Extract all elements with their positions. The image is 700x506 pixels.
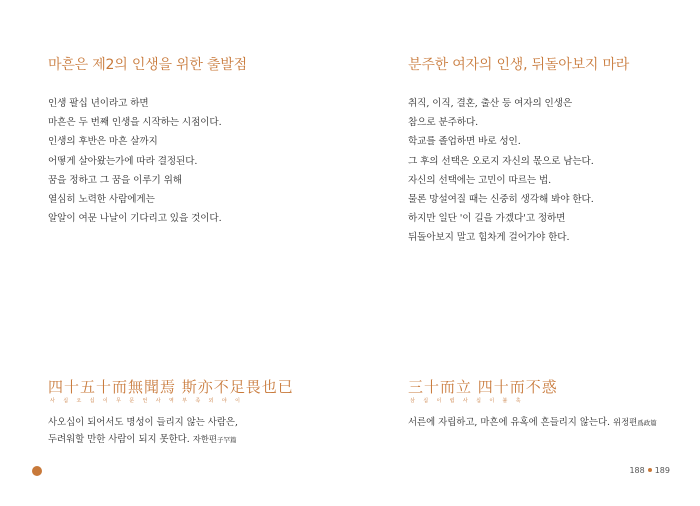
- page-number-left: 188: [629, 466, 645, 475]
- body-line: 그 후의 선택은 오로지 자신의 몫으로 남는다.: [408, 155, 594, 167]
- body-line: 취직, 이직, 결혼, 출산 등 여자의 인생은: [408, 98, 573, 109]
- body-line: 인생의 후반은 마흔 살까지: [48, 136, 158, 148]
- body-line: 물론 망설여질 때는 신중히 생각해 봐야 한다.: [408, 193, 594, 205]
- quote-hanja: 三十而立 四十而不惑: [408, 378, 558, 396]
- body-line: 참으로 분주하다.: [408, 117, 479, 129]
- body-line: 알알이 여문 나날이 기다리고 있을 것이다.: [48, 213, 222, 225]
- page-marker-dot: [32, 466, 42, 476]
- quote-reading: 사 십 오 십 이 무 문 언 사 역 부 족 외 야 이: [50, 398, 244, 404]
- quote-source-hanja: 子罕篇: [216, 436, 237, 444]
- body-line: 꿈을 정하고 그 꿈을 이루기 위해: [48, 174, 182, 186]
- left-page-body: [48, 94, 222, 228]
- quote-reading: 삼 십 이 립 사 십 이 불 혹: [410, 398, 524, 404]
- translation-line: 사오십이 되어서도 명성이 들리지 않는 사람은,: [48, 417, 238, 428]
- left-page-title: 마흔은 제2의 인생을 위한 출발점: [48, 57, 247, 73]
- translation-line: 서른에 자립하고, 마흔에 유혹에 흔들리지 않는다. 위정편爲政篇: [408, 417, 657, 428]
- page-number-separator-dot: [648, 468, 652, 472]
- body-line: 마흔은 두 번째 인생을 시작하는 시점이다.: [48, 117, 222, 129]
- right-page-body: [408, 94, 594, 248]
- quote-source: 위정편: [612, 417, 638, 427]
- page-number-right: 189: [654, 466, 670, 475]
- quote-translation: [408, 414, 657, 432]
- body-line: 인생 팔십 년이라고 하면: [48, 98, 149, 109]
- quote-hanja: 四十五十而無聞焉 斯亦不足畏也已: [48, 378, 294, 396]
- translation-line: 두려워할 만한 사람이 되지 못한다. 자한편子罕篇: [48, 434, 237, 445]
- body-line: 자신의 선택에는 고민이 따르는 법.: [408, 174, 552, 186]
- body-line: 학교를 졸업하면 바로 성인.: [408, 136, 521, 148]
- body-line: 열심히 노력한 사람에게는: [48, 193, 155, 205]
- right-quote: [408, 378, 657, 432]
- body-line: 뒤돌아보지 말고 힘차게 걸어가야 한다.: [408, 232, 570, 244]
- page-numbers: [629, 466, 670, 475]
- right-page: [350, 0, 700, 506]
- body-line: 하지만 일단 '이 길을 가겠다'고 정하면: [408, 213, 566, 225]
- quote-source: 자한편: [192, 434, 217, 444]
- quote-translation: [48, 414, 294, 449]
- quote-source-hanja: 爲政篇: [637, 419, 657, 427]
- body-line: 어떻게 살아왔는가에 따라 결정된다.: [48, 155, 198, 167]
- left-quote: [48, 378, 294, 449]
- right-page-title: 분주한 여자의 인생, 뒤돌아보지 마라: [408, 57, 630, 73]
